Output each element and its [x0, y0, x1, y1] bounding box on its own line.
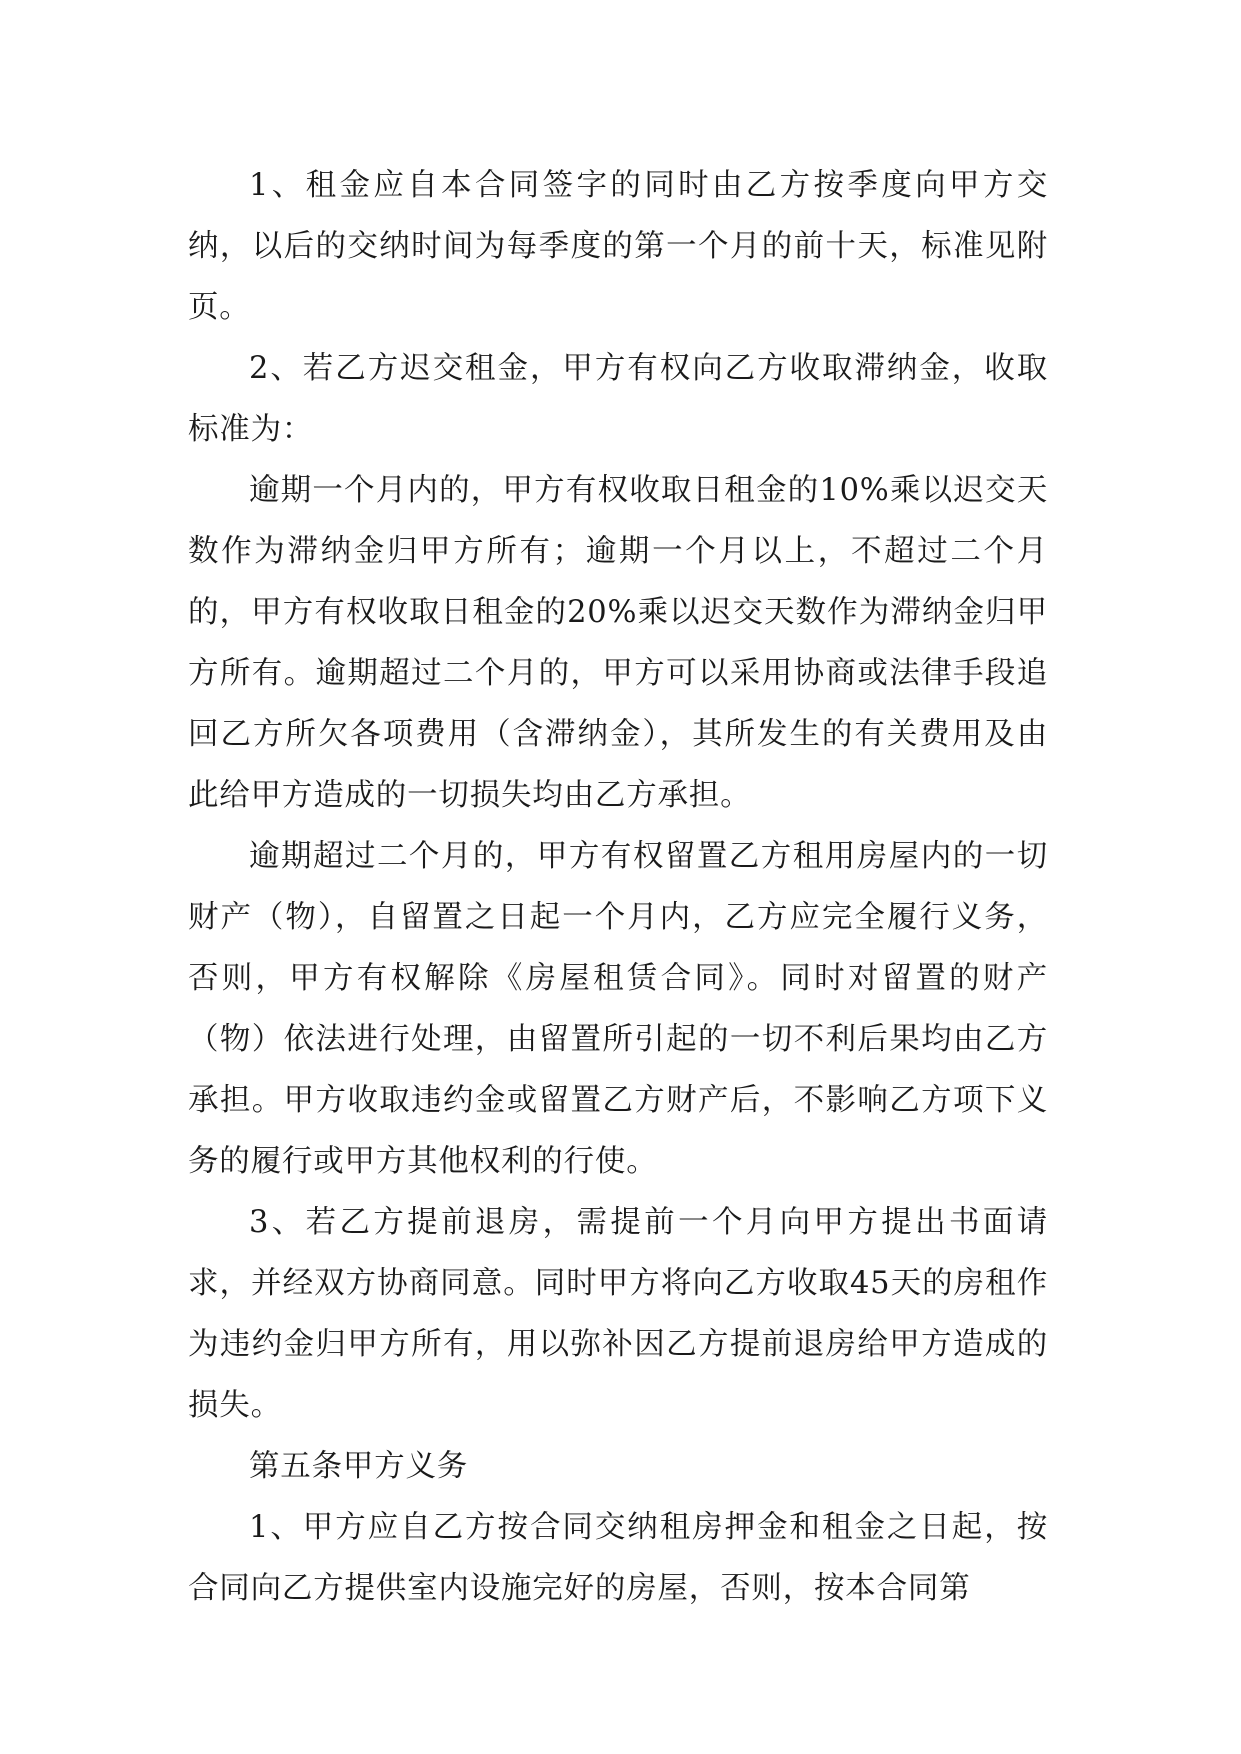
paragraph-early-termination: 3、若乙方提前退房，需提前一个月向甲方提出书面请求，并经双方协商同意。同时甲方将向乙方收取45天的房租作为违约金归甲方所有，用以弥补因乙方提前退房给甲方造成的损失。 — [188, 1205, 1048, 1423]
paragraph-late-fee: 2、若乙方迟交租金，甲方有权向乙方收取滞纳金，收取标准为： — [188, 351, 1048, 447]
paragraph-property-lien: 逾期超过二个月的，甲方有权留置乙方租用房屋内的一切财产（物），自留置之日起一个月内，乙方应完全履行义务，否则，甲方有权解除《房屋租赁合同》。同时对留置的财产（物）依法进行处理，由留置所引起的一切不利后果均由乙方承担。甲方收取违约金或留置乙方财产后，不影响乙方项下义务的履行或甲方其他权利的行使。 — [188, 839, 1048, 1179]
paragraph-late-fee-rates: 逾期一个月内的，甲方有权收取日租金的10%乘以迟交天数作为滞纳金归甲方所有；逾期一个月以上，不超过二个月的，甲方有权收取日租金的20%乘以迟交天数作为滞纳金归甲方所有。逾期超过二个月的，甲方可以采用协商或法律手段追回乙方所欠各项费用（含滞纳金），其所发生的有关费用及由此给甲方造成的一切损失均由乙方承担。 — [188, 473, 1048, 813]
document-body — [188, 155, 1048, 1619]
paragraph-rent-payment: 1、租金应自本合同签字的同时由乙方按季度向甲方交纳，以后的交纳时间为每季度的第一个月的前十天，标准见附页。 — [188, 168, 1048, 325]
section-heading: 第五条甲方义务 — [249, 1449, 469, 1484]
paragraph-landlord-obligation: 1、甲方应自乙方按合同交纳租房押金和租金之日起，按合同向乙方提供室内设施完好的房屋，否则，按本合同第 — [188, 1510, 1048, 1606]
